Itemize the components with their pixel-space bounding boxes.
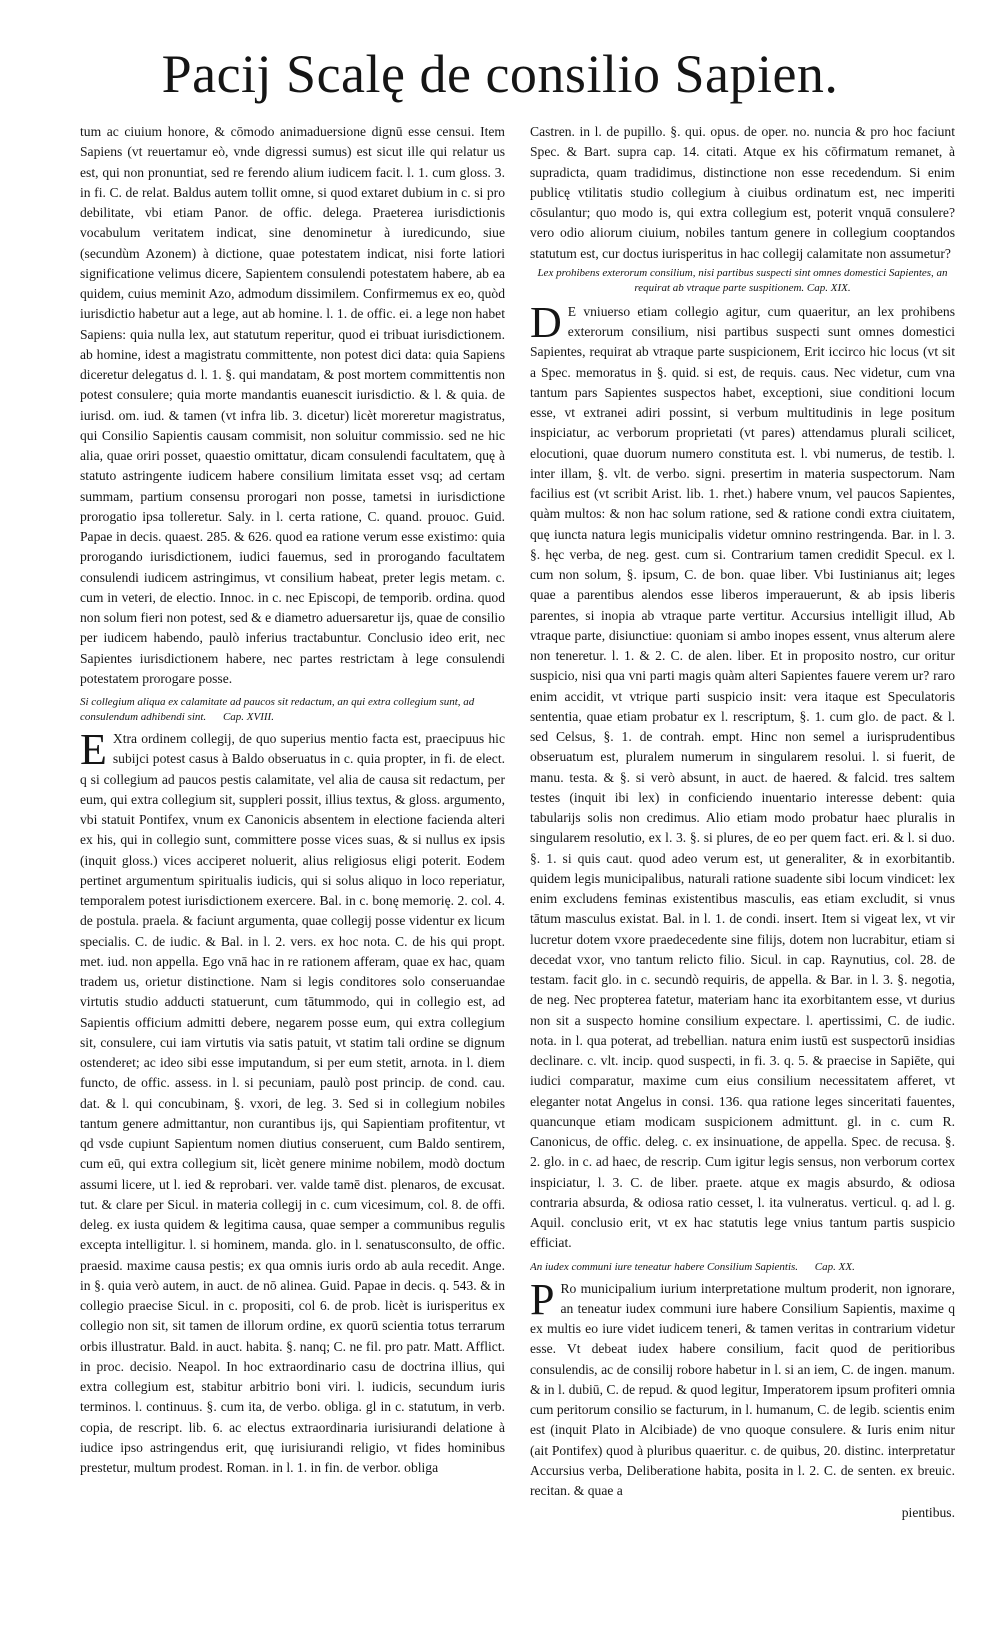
right-paragraph-3: [530, 1274, 955, 1502]
running-head: Pacij Scalę de consilio Sapien.: [161, 44, 839, 104]
right-column: [530, 122, 955, 1622]
right-paragraph-2-text: E vniuerso etiam collegio agitur, cum quaeritur, an lex prohibens exterorum consilium, nisi partibus suspecti sunt omnes domestici Sapientes, requirat ab vtraque parte suspicionem, Erit iccirco hic locus (vt sit a Spec. memoratus in §. quid. si est, de requis. caus. Nec videtur, cum vna tantum pars Sapientes suspectos habet, exceptioni, siue conditioni locum esse, vt extranei adiri possint, si verbum multitudinis in lege positum inspiciatur, ac verborum proprietati (vt pares) attendamus plurali scilicet, elocutioni, quae duorum numero constituta est. l. vbi numerus, de testib. l. inter illam, §. vlt. de verbo. signi. presertim in materia suspectorum. Nam facilius est (vt scribit Arist. lib. 1. rhet.) habere vnum, vel paucos Sapientes, quàm multos: & non hac solum ratione, sed & ratione condi extra ciuitatem, quę iuncta natura legis municipalis videtur omnino restringenda. Bar. in l. 3. §. hęc verba, de neg. gest. cum si. Contrarium tamen credidit Specul. ex l. cum non solum, §. ipsum, C. de bon. quae liber. Vbi Iustinianus ait; leges quae a parentibus alendos esse liberos imperauerunt, & ab ipsis liberis parentes, si inopia ab vtraque parte vertitur. Accursius intelligit illud, Ab vtraque parte, disiunctiue: quoniam si ambo inopes essent, vnus alterum alere non teneretur. l. 1. & 2. C. de alen. liber. Et in proposito nostro, cur oritur suspicio, nisi qua vni parti magis quàm alteri Sapientes fauere verem ur? raro enim accidit, vt vtrique parti suspicio insit: vera itaque est Speculatoris sententia, quae etiam probatur ex l. rescriptum, §. 1. cum glo. de pact. & l. sed Celsus, §. 1. de contrah. empt. Hinc non semel a iurisprudentibus obseruatum est, pluralem numerum in singularem resolui. l. si fuerit, de manu. testa. & §. si verò absunt, in auct. de haered. & falcid. tres saltem testes (inquit ibi lex) in conficiendo inuentario interesse debent: quia tabularijs solis non credimus. Alio etiam modo probatur haec pluralis in singularem resolutio, ex l. 3. §. si plures, de eo per quem fact. eri. & l. si duo. §. 1. si quis caut. quod adeo verum est, ut generaliter, & in exorbitantib. quidem legis municipalibus, naturali ratione suadente sibi locum vindicet: lex enim excludens feminas existentibus masculis, eas etiam excludit, si vnus tātum masculus existat. Bal. in l. 1. de condi. insert. Item si vigeat lex, vt vir lucretur dotem vxore praedecedente sine filijs, dotem non lucrabitur, etiam si decedat vxor, vno tantum relicto filio. Sicul. in cap. Raynutius, col. 28. de testam. facit glo. in c. secundò requiris, de appella. & Bar. in l. 3. §. negotia, de neg. Nec propterea fatetur, materiam hanc ita exorbitantem esse, vt durius non sit a suspecto homine consilium expectare. l. apertissimi, C. de iudic. nota. in l. qua poterat, ad trebellian. natura enim iustū est suspectorū insidias declinare. c. vlt. incip. quod suspecti, in fi. 3. q. 5. & praecise in Sapiēte, qui iudici comparatur, maxime cum eius consilium necessitatem afferet, vt eleganter notat Angelus in consi. 136. qua ratione leges sinceritati fauentes, quancunque etiam modicam suspicionem admittunt. gl. in c. cum R. Canonicus, de offic. deleg. c. ex insinuatione, de appella. Spec. de recusa. §. 2. glo. in c. ad haec, de rescrip. Cum igitur legis sensus, non verborum cortex inspiciatur, l. 3. C. de liber. praete. atque ex magis absurdo, & odiosa contraria absurda, & odiosa ratio cesset, l. ita vulneratus. verticul. q. ad l. g. Aquil. conclusio erit, vt ex hac statutis lege vnius tantum partis suspicio efficiat.: [530, 303, 955, 1251]
right-paragraph-2: [530, 297, 955, 1254]
left-column: [80, 122, 505, 1622]
chapter-20-summary: An iudex communi iure teneatur habere Consilium Sapientis.: [530, 1260, 799, 1273]
left-paragraph-2-text: Xtra ordinem collegij, de quo superius mentio facta est, praecipuus hic subijci potest casus à Baldo obseruatus in c. quia propter, in fi. de elect. q si collegium ad paucos pestis calamitate, vel alia de causa sit redactum, per eum, qui extra collegium sit, suppleri possit, illius textus, & gloss. argumento, vbi statuit Pontifex, vnum ex Canonicis absentem in electione facienda alteri ex his, qui in collegio sunt, committere posse vices suas, & si nullus ex ipsis (inquit gloss.) vices acciperet noluerit, alius religiosus eligi poterit. Eodem pertinet argumentum spiritualis iudicis, qui si solus aliquo in loco reperiatur, temporalem potest iurisdictionem exercere. Bal. in c. bonę memorię. 2. col. 4. de postula. praela. & faciunt argumenta, quae collegij posse videntur ex licum specialis. C. de iudic. & Bal. in l. 2. vers. ex hoc nota. C. de his qui propt. met. iud. non appella. Ego vnā hac in re rationem afferam, quae ex hac, quam tradem us, orietur distinctione. Nam si legis conditores solo conseruandae virtutis studio adducti statuerunt, cum tātummodo, qui in collegio est, ad Sapientis officium admitti debere, negarem posse eum, qui extra collegium sit, consulere, cui iam virtutis via satis patuit, vt statim tali ordine se dignum ostenderet; ac ideo sibi esse imputandum, si per eum stetit, arnota. in l. diem functo, de offic. assess. in l. si pecuniam, paulò post princip. de cond. cau. dat. & l. qui concubinam, §. vxori, de leg. 3. Sed si in collegium nobiles tantum genere admittantur, non curantibus ijs, qui Sapientiam profitentur, vt qd vsde cupiunt Sapientum nomen diutius conseruent, cum Baldo sentirem, cum eū, qui extra collegium sit, licèt genere minime nobilem, modò doctum assumi licere, ut l. ied & reprobari. ver. valde tamē dist. plenaros, de excusat. tut. & clare per Sicul. in materia collegij in c. cum vicesimum, col. 8. de offi. deleg. ex iusta quidem & legitima causa, quae semper a communibus regulis excepta intelligitur. l. si hominem, manda. glo. in l. senatusconsulto, de offic. praesid. maxime causa pestis; ex qua omnis iuris ordo ab aula recedit. Ange. in §. quia verò autem, in auct. de nō alinea. Guid. Papae in decis. q. 543. & in collegio praecise Sicul. in c. propositi, col 6. de prob. licèt is iurisperitus ex collegio non sit, sit tamen de illorum ordine, ex quorū scientia totus terrarum orbis illustratur. Bald. in auct. habita. §. nanq; C. ne fil. pro patr. Matt. Afflict. in proc. decisio. Neapol. In hoc extraordinario casu de doctrina illius, qui extra collegium est, stabitur arbitrio boni viri. l. iudicis, secundum iuris terminos. l. continuus. §. cum ita, de verbo. obliga. gl in c. statutum, in verb. copia, de rescript. lib. 6. ac electus extraordinaria iurisiurandi delatione à iudice ipso astringendus erit, quę iurisiurandi religio, vt fides hominibus prestetur, multum prodest. Roman. in l. 1. in fin. de verbor. obliga: [80, 731, 505, 1475]
right-paragraph-1: Castren. in l. de pupillo. §. qui. opus. de oper. no. nuncia & pro hoc faciunt Spec. & Bart. supra cap. 14. citati. Atque ex his cōfirmatum remanet, à supradicta, quam tradidimus, distinctione non esse recedendum. Si enim publicę vtilitatis studio collegium à ciuibus ordinatum est, nec imperiti cōsulantur; quo modo is, qui extra collegium est, poterit vnquā consulere? vero odio aliorum ciuium, nobiles tantum genere in collegium cooptandos statutum est, cur doctus iurisperitus in hac collegij calamitate non assumetur?: [530, 124, 955, 261]
chapter-19-number: Cap. XIX.: [806, 281, 851, 294]
chapter-18-caption: [80, 695, 505, 725]
dropcap-e: E: [80, 725, 107, 774]
right-paragraph-3-text: Ro municipalium iurium interpretatione multum proderit, non ignorare, an teneatur iudex communi iure habere Consilium Sapientis, maxime q ex multis eo iure videt iudicem teneri, & tamen veritas in contrarium videtur esse. Vt debeat iudex habere consilium, facit quod de peritioribus consulendis, ac de consilij robore habetur in l. si an iem, C. de ingen. manum. & in l. dubiū, C. de repud. & quod legitur, Imperatorem ipsum profiteri omnia cum peritorum consilio se facturum, in l. humanum, C. de legib. scientis enim est (inquit Plato in Alcibiade) de vno quoque consulere. & Iuris enim nitur (ait Pontifex) quod à pluribus quaeritur. c. de quibus, 20. distinc. interpretatur Accursius verba, Deliberatione habita, posita in l. 2. C. de senten. ex breuic. recitan. & quae a: [530, 1280, 955, 1498]
chapter-20-caption: [530, 1260, 955, 1275]
catchword: pientibus.: [901, 1505, 955, 1521]
chapter-20-number: Cap. XX.: [814, 1260, 855, 1273]
left-paragraph-2: [80, 725, 505, 1478]
chapter-19-summary: Lex prohibens exterorum consilium, nisi partibus suspecti sint omnes domestici Sapientes, an requirat ab vtraque parte suspitionem.: [537, 266, 948, 294]
chapter-18-number: Cap. XVIII.: [222, 711, 274, 723]
dropcap-d: D: [530, 297, 562, 347]
dropcap-p: P: [530, 1274, 555, 1324]
chapter-18-summary: Si collegium aliqua ex calamitate ad paucos sit redactum, an qui extra collegium sunt, ad consulendum adhibendi sint.: [80, 696, 475, 723]
left-paragraph-1: tum ac ciuium honore, & cōmodo animaduersione dignū esse censui. Item Sapiens (vt reuertamur eò, vnde digressi sumus) est sicut ille qui relatur us est, qui non pronuntiat, sed re ferendo alium iudicem facit. l. 1. cum gloss. 3. in fi. C. de relat. Baldus autem tollit omne, si quod extaret dubium in c. si pro debilitate, vbi etiam Panor. de offic. delega. Praeterea iurisdictionis vocabulum veritatem indicat, sine denominetur à iuredicundo, siue (secundùm Azonem) à dictione, quae potestatem indicat, nisi forte latiori significatione velimus dicere, Sapientem consulendi potestatem habere, ab ea quidem, cuius meminit Azo, admodum dissimilem. Confirmemus ex eo, quòd iurisdictio habetur aut a lege, aut ab homine. l. 1. de offic. ei. a lege non habet Sapiens: quia nulla lex, aut statutum reperitur, quod ei tribuat iurisdictionem. ab homine, idest a magistratu committente, non potest dici data: quia Sapiens diceretur delegatus d. l. 1. §. qui mandatam, & post mortem committentis non potest consulere; quia morte mandantis euanescit iurisdictio. & l. & quia. de iurisd. om. iud. & tamen (vt infra lib. 3. dicetur) licèt moreretur magistratus, qui Consilio Sapientis causam commisit, non soluitur commissio. sed ne hic alia, quae oriri posset, quaestio omittatur, dicam consulendi facultatem, quę à statuto astringente iudicem habere consilium limitata esset vsq; ad certam summam, partium consensu prorogari non posse, tametsi in iurisdictione prorogatio ipsa tolleretur. Saly. in l. certa ratione, C. quand. prouoc. Guid. Papae in decis. quaest. 285. & 626. quod ea ratione verum esse existimo: quia prorogando iurisdictionem, iudici fauemus, sed in prorogando facultatem consulendi iudicem astringimus, vt consilium habeat, preter legis metam. c. cum in veteri, de electio. Innoc. in c. nec Episcopi, de temporib. ordina. quod non solum fieri non potest, sed & e diametro aduersaretur ijs, quae de consilio per iudicem habendo, paulò inferius tractabuntur. Conclusio ideo erit, nec Sapientes iurisdictionem habere, nec partes restrictam à lege consulendi potestatem prorogare posse.: [80, 124, 505, 686]
chapter-19-caption: [530, 266, 955, 296]
